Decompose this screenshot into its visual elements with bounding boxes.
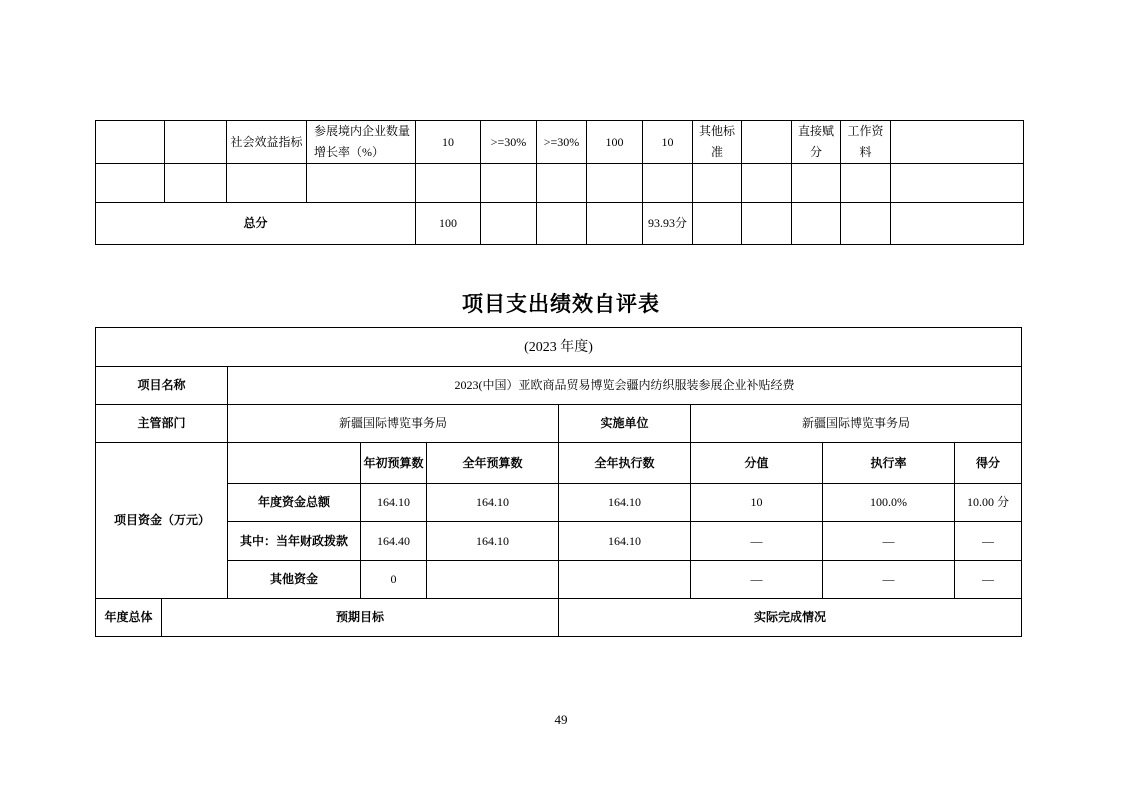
funds-score: 10.00 分 [955,484,1022,522]
dept-label: 主管部门 [96,405,228,443]
indicator-weight: 10 [416,121,481,164]
goals-actual-label: 实际完成情况 [559,599,1022,637]
funds-row-label: 其中：当年财政拨款 [228,522,361,561]
page-number: 49 [554,712,568,727]
funds-initial: 164.40 [361,522,427,561]
funds-initial: 0 [361,561,427,599]
department-row [96,405,1022,443]
funds-initial: 164.10 [361,484,427,522]
table-row [96,121,1024,164]
impl-value: 新疆国际博览事务局 [691,405,1022,443]
impl-label: 实施单位 [559,405,691,443]
project-name-label: 项目名称 [96,367,228,405]
funds-row-label: 其他资金 [228,561,361,599]
indicator-target: >=30% [481,121,537,164]
year-row [96,328,1022,367]
header-annual: 全年预算数 [427,443,559,484]
goals-year-label: 年度总体 [96,599,162,637]
funds-rate: 100.0% [823,484,955,522]
indicator-score-type: 直接赋分 [792,121,841,164]
year-caption: (2023 年度) [96,328,1022,367]
cell-blank [96,121,165,164]
indicator-remark [891,121,1024,164]
total-score: 93.93分 [643,203,693,245]
project-name-value: 2023(中国）亚欧商品贸易博览会疆内纺织服装参展企业补贴经费 [228,367,1022,405]
indicator-method: 其他标准 [693,121,742,164]
funds-header-row [96,443,1022,484]
evaluation-table [95,327,1022,637]
cell-blank [165,121,227,164]
indicator-evidence: 工作资料 [841,121,891,164]
table-row [96,164,1024,203]
dept-value: 新疆国际博览事务局 [228,405,559,443]
header-weight: 分值 [691,443,823,484]
goals-expected-label: 预期目标 [162,599,559,637]
funds-row [96,561,1022,599]
goals-row [96,599,1022,637]
total-weight: 100 [416,203,481,245]
funds-annual: 164.10 [427,522,559,561]
total-label: 总分 [96,203,416,245]
funds-executed: 164.10 [559,522,691,561]
funds-annual: 164.10 [427,484,559,522]
project-name-row [96,367,1022,405]
funds-weight: 10 [691,484,823,522]
header-initial: 年初预算数 [361,443,427,484]
funds-rate: — [823,561,955,599]
indicator-score: 10 [643,121,693,164]
indicator-actual: >=30% [537,121,587,164]
funds-row [96,522,1022,561]
funds-weight: — [691,522,823,561]
indicator-rate: 100 [587,121,643,164]
funds-score: — [955,561,1022,599]
funds-row [96,484,1022,522]
funds-executed [559,561,691,599]
indicator-table [95,120,1024,245]
sub-indicator-name: 参展境内企业数量增长率（%） [307,121,416,164]
header-executed: 全年执行数 [559,443,691,484]
funds-executed: 164.10 [559,484,691,522]
funds-score: — [955,522,1022,561]
header-rate: 执行率 [823,443,955,484]
header-score: 得分 [955,443,1022,484]
funds-row-label: 年度资金总额 [228,484,361,522]
form-title: 项目支出绩效自评表 [462,292,660,316]
funds-rate: — [823,522,955,561]
indicator-name: 社会效益指标 [227,121,307,164]
cell-blank [742,121,792,164]
funds-section-label: 项目资金（万元） [96,443,228,599]
funds-annual [427,561,559,599]
total-row [96,203,1024,245]
funds-weight: — [691,561,823,599]
